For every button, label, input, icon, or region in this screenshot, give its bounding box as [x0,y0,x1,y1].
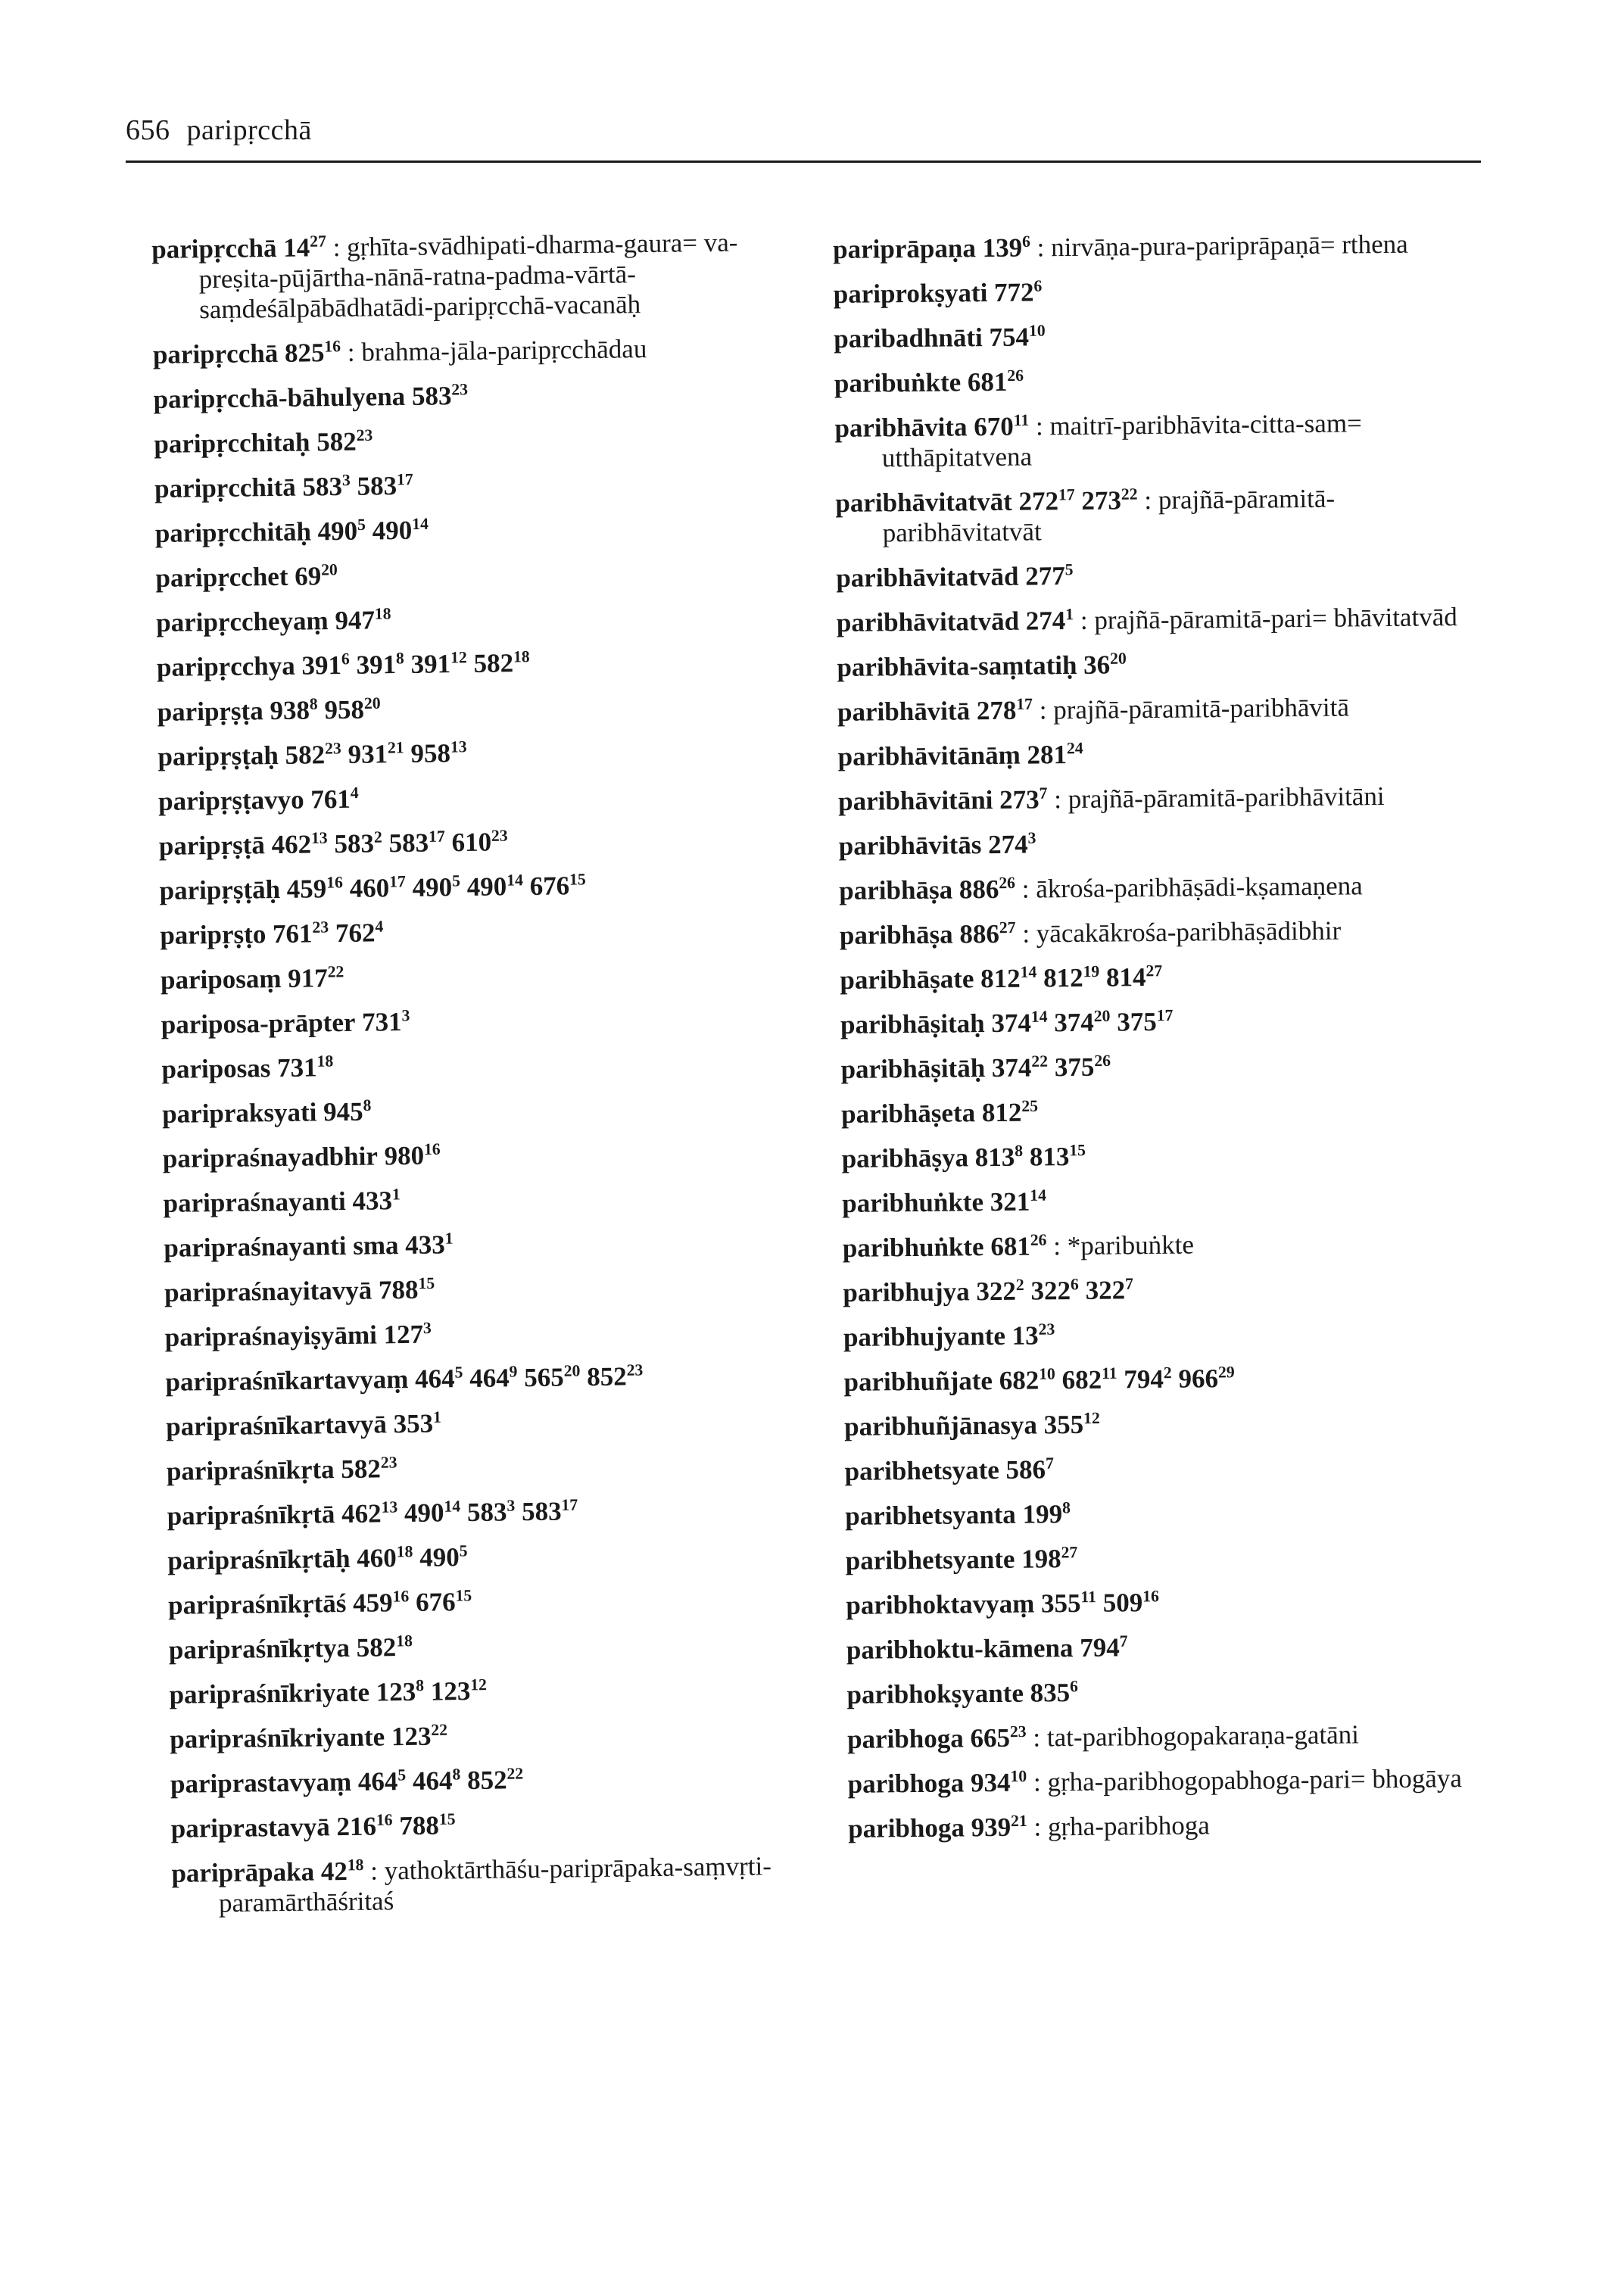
entry-definition: yācakākrośa-paribhāṣādibhir [1036,915,1342,949]
dictionary-entry [155,511,784,549]
entry-references: $13^{23}$ [1011,1320,1055,1351]
entry-headword: paripraśnīkriyate [169,1677,370,1710]
entry-references: $945^8$ [323,1096,372,1127]
entry-headword: paripṛcchitā [154,472,296,503]
entry-references: $731^3$ [361,1006,410,1037]
entry-headword: paribhoga [848,1812,965,1844]
entry-headword: paripṛṣṭa [157,696,263,727]
entry-headword: paripraśnīkṛtāś [167,1588,347,1620]
entry-headword: paripṛcchet [155,561,288,593]
dictionary-entry [834,318,1462,354]
entry-headword: pariprāpaṇa [833,233,977,264]
dictionary-entry: paribhoga $934^{10}$ : gṛha-paribhogopabhoga-pari= bhogāya [847,1763,1463,1799]
entry-headword: paripṛṣṭā [158,830,266,861]
dictionary-entry [161,958,789,996]
entry-references: $139^6$ [982,232,1030,263]
entry-references: $353^1$ [393,1407,442,1439]
entry-references: $794^7$ [1080,1632,1128,1663]
dictionary-entry: pariprāpaka $42^{18}$ : yathoktārthāśu-pariprāpaka-saṃvṛti-paramārthāśritaś [171,1851,772,1918]
entry-headword: paripṛcchitaḥ [154,427,310,459]
entry-definition: gṛha-paribhoga [1047,1810,1211,1842]
entry-references: $812^{25}$ [981,1096,1039,1128]
dictionary-entry [842,1138,1470,1174]
entry-references: $274^3$ [987,828,1036,860]
entry-headword: paribhetsyante [845,1544,1015,1576]
dictionary-entry: paribhoga $939^{21}$ : gṛha-paribhoga [848,1810,1211,1844]
entry-headword: paribhetsyanta [845,1499,1017,1531]
entry-references: $123^8$ $123^{12}$ [376,1675,488,1707]
dictionary-entry: pariprāpaṇa $139^6$ : nirvāṇa-pura-pariprāpaṇā= rthena [833,229,1408,264]
entry-references: $835^6$ [1030,1677,1079,1708]
dictionary-entry [840,1049,1469,1085]
entry-headword: paribhāṣeta [840,1098,976,1129]
entry-references: $980^{16}$ [384,1139,441,1171]
entry-references: $938^8$ $958^{20}$ [270,693,381,726]
entry-references: $459^{16}$ $676^{15}$ [352,1586,472,1618]
entry-headword: paripraśnayadbhir [162,1141,379,1173]
dictionary-entry [163,1181,791,1219]
entry-references: $281^{24}$ [1027,739,1083,770]
entry-definition: prajñā-pāramitā-pari= bhāvitatvād [1094,602,1457,635]
dictionary-entry [842,1183,1470,1219]
dictionary-entry [846,1540,1474,1576]
dictionary-entry [846,1585,1474,1621]
entry-references: $788^{15}$ [378,1273,435,1305]
entry-references: $374^{14}$ $374^{20}$ $375^{17}$ [991,1006,1174,1039]
entry-headword: paribhāvitās [838,830,982,861]
entry-headword: paribhāṣya [841,1142,969,1173]
dictionary-entry: paribhāvita $670^{11}$ : maitrī-paribhāvita-citta-sam= utthāpitatvena [834,408,1362,473]
dictionary-entry [840,1004,1469,1040]
entry-references: $582^{23}$ [341,1453,397,1485]
dictionary-entry [154,422,782,460]
dictionary-entry [846,1674,1475,1710]
entry-references: $127^3$ [383,1318,432,1350]
entry-references: $934^{10}$ [970,1766,1027,1798]
entry-references: $761^4$ [310,784,359,815]
entry-references: $886^{27}$ [959,918,1016,949]
entry-references: $772^6$ [993,276,1043,307]
dictionary-entry: paribhāṣa $886^{26}$ : ākrośa-paribhāṣādi-kṣamaṇena [839,871,1363,905]
entry-headword: paribhokṣyante [846,1678,1024,1710]
dictionary-entry [166,1404,794,1442]
entry-references: $355^{12}$ [1043,1409,1100,1440]
entry-headword: paripraśnayiṣyāmi [164,1320,378,1352]
dictionary-entry [165,1360,793,1398]
dictionary-entry: paribhāvitāni $273^7$ : prajñā-pāramitā-paribhāvitāni [837,781,1385,816]
dictionary-entry [157,734,786,772]
entry-definition: maitrī-paribhāvita-citta-sam= utthāpitatvena [881,408,1362,473]
dictionary-entry [157,690,785,728]
entry-headword: paribhuṅkte [842,1187,984,1218]
dictionary-entry [157,645,785,683]
entry-references: $462^{13}$ $490^{14}$ $583^3$ $583^{17}$ [341,1495,578,1529]
entry-references: $198^{27}$ [1021,1543,1078,1574]
entry-headword: paribhoga [847,1768,965,1799]
dictionary-entry [167,1538,796,1576]
entry-headword: paribhuñjānasya [843,1410,1038,1442]
entry-references: $464^5$ $464^8$ $852^{22}$ [357,1764,524,1797]
dictionary-entry [161,1002,790,1040]
entry-headword: paribhāvitatvād [836,561,1019,593]
entry-references: $199^8$ [1022,1498,1071,1529]
dictionary-entry: paribhāvitatvāt $272^{17}$ $273^{22}$ : prajñā-pāramitā-paribhāvitatvāt [835,483,1336,548]
entry-references: $460^{18}$ $490^5$ [357,1541,468,1573]
entry-headword: pariprokṣyati [833,278,988,309]
entry-references: $583^{23}$ [411,380,469,411]
entry-references: $123^{22}$ [391,1720,448,1752]
entry-headword: paribhāṣitāḥ [840,1053,986,1084]
dictionary-entry [839,825,1467,862]
left-column [151,227,800,1934]
entry-references: $273^7$ [999,784,1048,815]
entry-headword: paribhāṣate [840,964,974,995]
entry-headword: paripṛṣṭavyo [157,784,304,816]
dictionary-entry [169,1628,797,1666]
entry-references: $459^{16}$ $460^{17}$ $490^5$ $490^{14}$ $676^{15}$ [286,870,586,904]
dictionary-entry [156,600,784,638]
dictionary-entry [845,1495,1473,1532]
entry-headword: paribhuñjate [843,1366,993,1397]
entry-headword: paripṛccheyaṃ [156,606,329,637]
dictionary-entry [834,363,1463,399]
dictionary-entry [170,1717,798,1755]
entry-headword: paripraksyati [161,1097,317,1129]
dictionary-entry [158,779,787,817]
entry-references: $433^1$ [405,1229,454,1261]
entry-headword: paribhāṣa [839,874,953,905]
dictionary-entry [164,1270,793,1308]
entry-references: $322^2$ $322^6$ $322^7$ [976,1274,1133,1307]
dictionary-entry: paribhoga $665^{23}$ : tat-paribhogopakaraṇa-gatāni [846,1719,1360,1754]
entry-references: $272^{17}$ $273^{22}$ [1018,485,1138,516]
entry-definition: tat-paribhogopakaraṇa-gatāni [1046,1719,1360,1753]
entry-headword: paribhoga [846,1723,964,1754]
dictionary-entry [160,913,788,951]
entry-headword: paribhetsyate [844,1454,1000,1486]
entry-headword: paribhāvita-saṃtatiḥ [837,650,1077,682]
entry-definition: yathoktārthāśu-pariprāpaka-saṃvṛti-paramārthāśritaś [218,1851,772,1918]
entry-headword: paripṛṣṭaḥ [157,740,279,771]
entry-headword: paripṛcchā [152,338,279,369]
dictionary-entry [155,556,784,594]
dictionary-entry [159,824,787,862]
dictionary-entry [167,1494,795,1532]
entry-headword: paribhoktavyaṃ [846,1588,1035,1620]
entry-definition: prajñā-pāramitā-paribhāvitatvāt [882,483,1336,548]
entry-definition: gṛhīta-svādhipati-dharma-gaura= va-preṣita-pūjārtha-nānā-ratna-padma-vārtā-saṃdeśālpābādhatādi-paripṛcchā-vacanāḥ [198,227,738,325]
entry-references: $355^{11}$ $509^{16}$ [1040,1587,1160,1619]
dictionary-entry [844,1451,1473,1487]
entry-headword: paripṛcchā [151,232,277,264]
dictionary-entry [168,1583,796,1621]
entry-headword: pariprastavyaṃ [170,1766,352,1799]
entry-definition: prajñā-pāramitā-paribhāvitā [1053,692,1350,725]
dictionary-entry: paripṛcchā $825^{16}$ : brahma-jāla-paripṛcchādau [152,334,647,369]
entry-headword: paribuṅkte [834,367,962,398]
entry-references: $462^{13}$ $583^2$ $583^{17}$ $610^{23}$ [271,826,508,860]
dictionary-entry [162,1092,790,1130]
running-title: paripṛcchā [186,114,312,146]
page-number: 656 [126,114,170,146]
entry-headword: pariposa-prāpter [161,1007,356,1039]
dictionary-entry [843,1361,1472,1398]
entry-headword: paripraśnīkṛtāḥ [167,1543,351,1576]
dictionary-entry [843,1317,1472,1353]
dictionary-entry [165,1315,793,1353]
dictionary-entry [834,273,1462,310]
entry-headword: paripraśnayanti sma [164,1230,399,1263]
dictionary-entry [840,959,1468,996]
entry-references: $583^3$ $583^{17}$ [302,470,413,502]
entry-references: $665^{23}$ [970,1722,1027,1753]
entry-references: $582^{23}$ $931^{21}$ $958^{13}$ [285,737,467,770]
dictionary-entry [170,1806,799,1844]
entry-references: $36^{20}$ [1083,649,1127,680]
entry-definition: gṛha-paribhogopabhoga-pari= bhogāya [1047,1763,1463,1797]
entry-references: $277^5$ [1025,560,1074,591]
entry-headword: pariposas [161,1053,271,1084]
dictionary-entry [836,557,1464,594]
entry-references: $761^{23}$ $762^4$ [272,917,384,949]
entry-headword: paribhāvitānāṃ [837,740,1021,771]
entry-references: $42^{18}$ [320,1856,364,1887]
entry-headword: paripraśnīkṛtā [167,1499,335,1531]
entry-headword: paribhāvitā [837,696,971,727]
entry-references: $321^{14}$ [990,1186,1046,1217]
entry-references: $216^{16}$ $788^{15}$ [336,1809,456,1842]
entry-definition: ākrośa-paribhāṣādi-kṣamaṇena [1036,871,1363,904]
entry-headword: paripraśnīkṛtya [168,1632,351,1665]
entry-references: $754^{10}$ [989,321,1046,353]
dictionary-entry [154,466,783,504]
dictionary-entry: paribhāvitā $278^{17}$ : prajñā-pāramitā-paribhāvitā [837,692,1350,727]
entry-headword: paripṛṣṭāḥ [159,874,281,905]
dictionary-entry: paribhuṅkte $681^{26}$ : *paribuṅkte [842,1230,1195,1263]
entry-headword: pariprāpaka [171,1856,315,1888]
entry-headword: paribadhnāti [834,323,983,354]
entry-references: $917^{22}$ [287,962,344,993]
entry-references: $374^{22}$ $375^{26}$ [991,1051,1111,1083]
entry-headword: paripraśnayanti [163,1186,347,1218]
running-head [126,114,312,147]
entry-references: $490^5$ $490^{14}$ [317,514,429,547]
entry-references: $464^5$ $464^9$ $565^{20}$ $852^{23}$ [414,1361,644,1394]
dictionary-entry: paripṛcchā $14^{27}$ : gṛhīta-svādhipati-dharma-gaura= va-preṣita-pūjārtha-nānā-ratna-padma-vārtā-saṃdeśālpābādhatādi-paripṛcchā-vacanāḥ [151,227,738,325]
dictionary-entry [159,868,787,906]
entry-headword: paribhāvitatvād [836,606,1020,637]
entry-references: $682^{10}$ $682^{11}$ $794^2$ $966^{29}$ [999,1363,1235,1395]
entry-headword: paribhuṅkte [842,1232,984,1263]
entry-references: $813^8$ $813^{15}$ [974,1141,1086,1173]
entry-headword: paripṛṣṭo [160,919,267,950]
entry-references: $278^{17}$ [976,694,1033,726]
entry-references: $947^{18}$ [335,604,391,636]
entry-references: $391^6$ $391^8$ $391^{12}$ $582^{18}$ [301,647,530,681]
entry-references: $274^1$ [1025,605,1074,636]
entry-references: $812^{14}$ $812^{19}$ $814^{27}$ [980,962,1163,994]
dictionary-entry [843,1272,1471,1308]
dictionary-entry: paribhāvitatvād $274^1$ : prajñā-pāramitā-pari= bhāvitatvād [836,602,1457,637]
entry-headword: paribhāvitāni [837,785,993,816]
entry-headword: paripraśnīkṛta [166,1454,335,1486]
dictionary-entry [169,1672,797,1710]
entry-headword: paribhāvitatvāt [835,486,1012,518]
dictionary-entry [837,736,1466,772]
dictionary-entry [167,1449,795,1487]
dictionary-entry [163,1136,791,1174]
entry-definition: brahma-jāla-paripṛcchādau [361,334,647,367]
entry-headword: paribhujya [843,1276,970,1308]
entry-references: $886^{26}$ [959,874,1016,905]
entry-references: $731^{18}$ [276,1052,334,1083]
entry-headword: paripraśnīkriyante [170,1722,385,1754]
entry-headword: paribhoktu-kāmena [846,1633,1074,1665]
entry-headword: paribhāṣa [839,919,953,950]
right-column [833,229,1477,1859]
entry-references: $582^{18}$ [356,1632,413,1663]
entry-references: $582^{23}$ [316,425,373,457]
entry-references: $14^{27}$ [283,232,326,263]
entry-headword: paripṛcchā-bāhulyena [153,381,406,414]
entry-references: $433^1$ [352,1185,401,1216]
dictionary-entry: paribhāṣa $886^{27}$ : yācakākrośa-paribhāṣādibhir [839,915,1342,950]
dictionary-entry [164,1226,792,1264]
entry-references: $681^{26}$ [967,366,1024,397]
dictionary-entry [837,647,1465,683]
entry-headword: paribhujyante [843,1320,1006,1352]
entry-headword: paribhāvita [834,412,968,443]
entry-headword: paripraśnīkartavyā [165,1409,388,1442]
entry-headword: paripṛcchitāḥ [154,516,312,548]
dictionary-entry [153,377,781,415]
entry-headword: paripṛcchya [156,650,295,682]
header-rule [126,161,1481,163]
entry-headword: pariprastavyā [170,1812,330,1844]
entry-references: $825^{16}$ [284,337,341,368]
entry-headword: paripraśnayitavyā [164,1275,372,1308]
entry-references: $939^{21}$ [971,1811,1027,1843]
dictionary-entry [161,1047,790,1085]
entry-definition: nirvāṇa-pura-pariprāpaṇā= rthena [1050,229,1408,263]
dictionary-entry [841,1093,1470,1130]
dictionary-entry [170,1762,799,1800]
entry-headword: pariposaṃ [160,963,282,995]
entry-headword: paribhāṣitaḥ [840,1008,985,1039]
entry-references: $69^{20}$ [294,560,338,591]
dictionary-entry [846,1629,1475,1666]
dictionary-entry [844,1406,1473,1442]
entry-references: $586^7$ [1005,1454,1054,1485]
entry-definition: prajñā-pāramitā-paribhāvitāni [1068,781,1385,815]
entry-references: $670^{11}$ [974,410,1030,442]
entry-headword: paripraśnīkartavyaṃ [165,1364,409,1397]
entry-definition: *paribuṅkte [1067,1230,1195,1261]
entry-references: $681^{26}$ [990,1230,1047,1262]
